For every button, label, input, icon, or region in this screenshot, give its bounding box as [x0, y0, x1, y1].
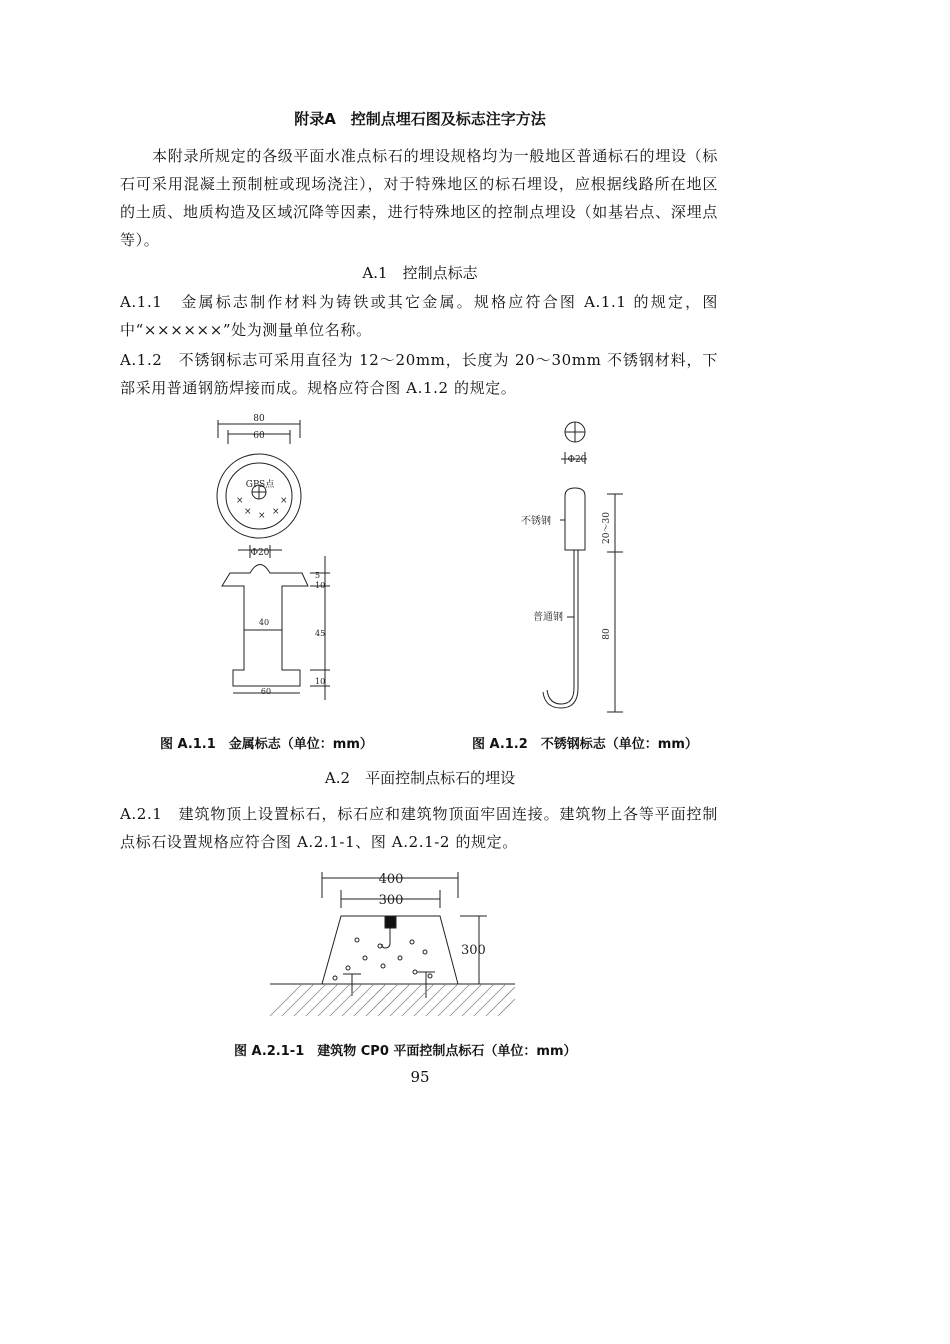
dim-300-width: 300 [378, 893, 404, 908]
clause-a2-1: A.2.1 建筑物顶上设置标石，标石应和建筑物顶面牢固连接。建筑物上各等平面控制点标石设置规格应符合图 A.2.1-1、图 A.2.1-2 的规定。 [120, 805, 718, 851]
caption-a1-1: 图 A.1.1 金属标志（单位：mm） [160, 737, 373, 752]
label-common-steel: 普通钢 [533, 612, 563, 623]
dim-80-a12: 80 [602, 628, 612, 640]
svg-text:×: × [280, 496, 288, 506]
stainless-head [565, 488, 585, 550]
dim-10-bottom: 10 [315, 677, 326, 686]
figure-a2-1-1-drawing [265, 868, 520, 1020]
clause-a1-1: A.1.1 金属标志制作材料为铸铁或其它金属。规格应符合图 A.1.1 的规定，图中“××××××”处为测量单位名称。 [120, 293, 718, 339]
label-stainless: 不锈钢 [521, 516, 551, 527]
figure-a1-1-drawing [200, 408, 370, 708]
dim-20-30: 20～30 [602, 512, 612, 544]
dim-5: 5 [315, 571, 321, 580]
dim-400: 400 [378, 872, 404, 887]
dim-phi20-a12: Φ20 [567, 455, 587, 465]
svg-text:×: × [272, 507, 280, 517]
dim-80: 80 [253, 414, 265, 424]
svg-text:×: × [258, 511, 266, 521]
dim-10-top: 10 [315, 581, 326, 590]
dim-300-height: 300 [461, 943, 486, 958]
clause-a1-2: A.1.2 不锈钢标志可采用直径为 12～20mm，长度为 20～30mm 不锈钢材料，下部采用普通钢筋焊接而成。规格应符合图 A.1.2 的规定。 [120, 351, 718, 397]
rebar-hook [547, 550, 574, 704]
marker-top [385, 916, 396, 928]
intro-paragraph: 本附录所规定的各级平面水准点标石的埋设规格均为一般地区普通标石的埋设（标石可采用混凝土预制桩或现场浇注），对于特殊地区的标石埋设，应根据线路所在地区的土质、地质构造及区域沉降等因素，进行特殊地区的控制点埋设（如基岩点、深埋点等）。 [120, 147, 718, 249]
dim-60: 60 [253, 431, 265, 441]
appendix-title: 附录A 控制点埋石图及标志注字方法 [294, 110, 546, 128]
caption-a1-2: 图 A.1.2 不锈钢标志（单位：mm） [472, 737, 698, 752]
figure-a1-2-drawing [505, 412, 645, 717]
section-a1-heading: A.1 控制点标志 [362, 264, 478, 282]
svg-text:×: × [236, 496, 244, 506]
section-a2-heading: A.2 平面控制点标石的埋设 [324, 769, 516, 787]
dim-45: 45 [315, 629, 326, 638]
ground-hatch [270, 984, 515, 1016]
gps-label: GPS点 [245, 480, 275, 490]
svg-text:×: × [244, 507, 252, 517]
page-number: 95 [410, 1068, 430, 1086]
dim-40: 40 [258, 618, 270, 627]
caption-a2-1-1: 图 A.2.1-1 建筑物 CP0 平面控制点标石（单位：mm） [234, 1044, 577, 1059]
dim-60-base: 60 [260, 687, 272, 696]
dim-phi20: Φ20 [250, 548, 270, 558]
